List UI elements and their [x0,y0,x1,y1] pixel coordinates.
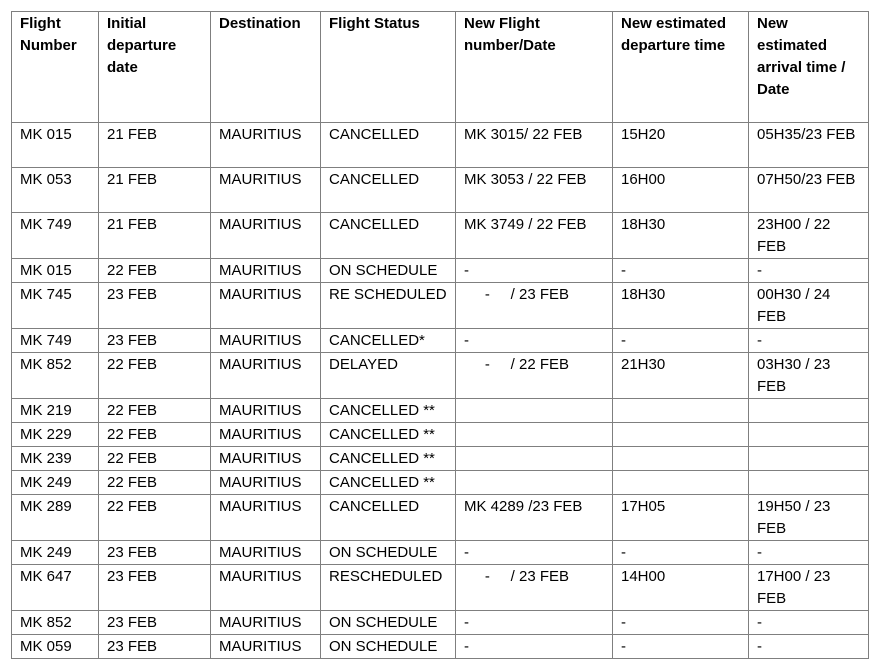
cell-departure-time: - [613,635,749,659]
cell-flight-number: MK 059 [12,635,99,659]
header-new-arrival-time-date: New estimated arrival time / Date [749,12,869,123]
cell-arrival: 19H50 / 23 FEB [749,495,869,541]
cell-status: ON SCHEDULE [321,611,456,635]
cell-new-flight: MK 3053 / 22 FEB [456,168,613,213]
cell-arrival: - [749,611,869,635]
table-row [12,123,869,168]
cell-initial-date: 22 FEB [99,471,211,495]
cell-status: CANCELLED [321,213,456,259]
cell-arrival [749,447,869,471]
cell-departure-time: - [613,541,749,565]
cell-initial-date: 22 FEB [99,353,211,399]
cell-new-flight [456,447,613,471]
cell-flight-number: MK 219 [12,399,99,423]
cell-status: CANCELLED [321,123,456,168]
cell-flight-number: MK 249 [12,541,99,565]
cell-new-flight [456,423,613,447]
cell-initial-date: 23 FEB [99,611,211,635]
cell-destination: MAURITIUS [211,447,321,471]
cell-destination: MAURITIUS [211,283,321,329]
cell-initial-date: 22 FEB [99,423,211,447]
cell-departure-time: 21H30 [613,353,749,399]
table-row [12,447,869,471]
header-initial-departure-date: Initial departure date [99,12,211,123]
cell-arrival [749,399,869,423]
cell-new-flight: - / 22 FEB [456,353,613,399]
cell-status: DELAYED [321,353,456,399]
cell-status: CANCELLED [321,168,456,213]
cell-initial-date: 22 FEB [99,447,211,471]
cell-departure-time: - [613,611,749,635]
cell-initial-date: 21 FEB [99,213,211,259]
cell-destination: MAURITIUS [211,329,321,353]
cell-flight-number: MK 229 [12,423,99,447]
table-row [12,329,869,353]
table-row [12,495,869,541]
table-row [12,168,869,213]
cell-flight-number: MK 852 [12,353,99,399]
cell-departure-time [613,399,749,423]
cell-departure-time [613,471,749,495]
flight-status-table [11,11,869,659]
table-row [12,565,869,611]
table-row [12,541,869,565]
table-row [12,353,869,399]
cell-initial-date: 23 FEB [99,635,211,659]
header-new-departure-time: New estimated departure time [613,12,749,123]
cell-initial-date: 22 FEB [99,495,211,541]
cell-departure-time: 15H20 [613,123,749,168]
cell-status: CANCELLED ** [321,399,456,423]
cell-status: CANCELLED ** [321,447,456,471]
cell-departure-time: 14H00 [613,565,749,611]
cell-departure-time: 17H05 [613,495,749,541]
cell-arrival: 03H30 / 23 FEB [749,353,869,399]
cell-flight-number: MK 749 [12,329,99,353]
cell-initial-date: 23 FEB [99,283,211,329]
cell-departure-time: 16H00 [613,168,749,213]
header-flight-status: Flight Status [321,12,456,123]
cell-arrival: - [749,329,869,353]
cell-arrival: 05H35/23 FEB [749,123,869,168]
cell-destination: MAURITIUS [211,565,321,611]
cell-flight-number: MK 749 [12,213,99,259]
cell-arrival: - [749,259,869,283]
cell-status: CANCELLED ** [321,471,456,495]
cell-status: CANCELLED* [321,329,456,353]
cell-flight-number: MK 015 [12,123,99,168]
cell-arrival: 00H30 / 24 FEB [749,283,869,329]
cell-initial-date: 21 FEB [99,123,211,168]
cell-destination: MAURITIUS [211,259,321,283]
cell-new-flight: - [456,259,613,283]
cell-departure-time [613,423,749,447]
cell-departure-time: - [613,259,749,283]
cell-status: ON SCHEDULE [321,635,456,659]
cell-arrival [749,471,869,495]
header-destination: Destination [211,12,321,123]
table-row [12,399,869,423]
cell-initial-date: 21 FEB [99,168,211,213]
cell-flight-number: MK 249 [12,471,99,495]
table-row [12,423,869,447]
cell-destination: MAURITIUS [211,123,321,168]
cell-initial-date: 22 FEB [99,399,211,423]
cell-new-flight [456,471,613,495]
cell-departure-time: 18H30 [613,213,749,259]
cell-flight-number: MK 647 [12,565,99,611]
cell-status: CANCELLED [321,495,456,541]
cell-initial-date: 23 FEB [99,541,211,565]
cell-departure-time [613,447,749,471]
cell-destination: MAURITIUS [211,353,321,399]
cell-destination: MAURITIUS [211,611,321,635]
cell-status: RE SCHEDULED [321,283,456,329]
header-row [12,12,869,123]
cell-status: RESCHEDULED [321,565,456,611]
cell-status: ON SCHEDULE [321,259,456,283]
cell-destination: MAURITIUS [211,495,321,541]
cell-arrival: 07H50/23 FEB [749,168,869,213]
cell-new-flight: - [456,541,613,565]
cell-flight-number: MK 015 [12,259,99,283]
cell-new-flight: - [456,635,613,659]
table-row [12,283,869,329]
cell-flight-number: MK 852 [12,611,99,635]
cell-new-flight: - [456,611,613,635]
cell-flight-number: MK 239 [12,447,99,471]
table-row [12,471,869,495]
cell-status: ON SCHEDULE [321,541,456,565]
cell-arrival: 17H00 / 23 FEB [749,565,869,611]
table-row [12,213,869,259]
cell-new-flight: MK 3015/ 22 FEB [456,123,613,168]
cell-departure-time: 18H30 [613,283,749,329]
cell-flight-number: MK 289 [12,495,99,541]
cell-destination: MAURITIUS [211,635,321,659]
cell-initial-date: 23 FEB [99,565,211,611]
cell-arrival [749,423,869,447]
cell-destination: MAURITIUS [211,213,321,259]
cell-arrival: - [749,541,869,565]
header-new-flight-number-date: New Flight number/Date [456,12,613,123]
cell-flight-number: MK 053 [12,168,99,213]
cell-destination: MAURITIUS [211,471,321,495]
cell-status: CANCELLED ** [321,423,456,447]
cell-arrival: - [749,635,869,659]
cell-new-flight: - / 23 FEB [456,283,613,329]
cell-destination: MAURITIUS [211,541,321,565]
cell-new-flight: MK 3749 / 22 FEB [456,213,613,259]
cell-destination: MAURITIUS [211,423,321,447]
header-flight-number: Flight Number [12,12,99,123]
cell-arrival: 23H00 / 22 FEB [749,213,869,259]
table-row [12,259,869,283]
cell-flight-number: MK 745 [12,283,99,329]
cell-new-flight [456,399,613,423]
cell-initial-date: 23 FEB [99,329,211,353]
cell-destination: MAURITIUS [211,399,321,423]
cell-new-flight: MK 4289 /23 FEB [456,495,613,541]
cell-departure-time: - [613,329,749,353]
table-row [12,635,869,659]
table-row [12,611,869,635]
cell-new-flight: - / 23 FEB [456,565,613,611]
cell-destination: MAURITIUS [211,168,321,213]
cell-new-flight: - [456,329,613,353]
cell-initial-date: 22 FEB [99,259,211,283]
